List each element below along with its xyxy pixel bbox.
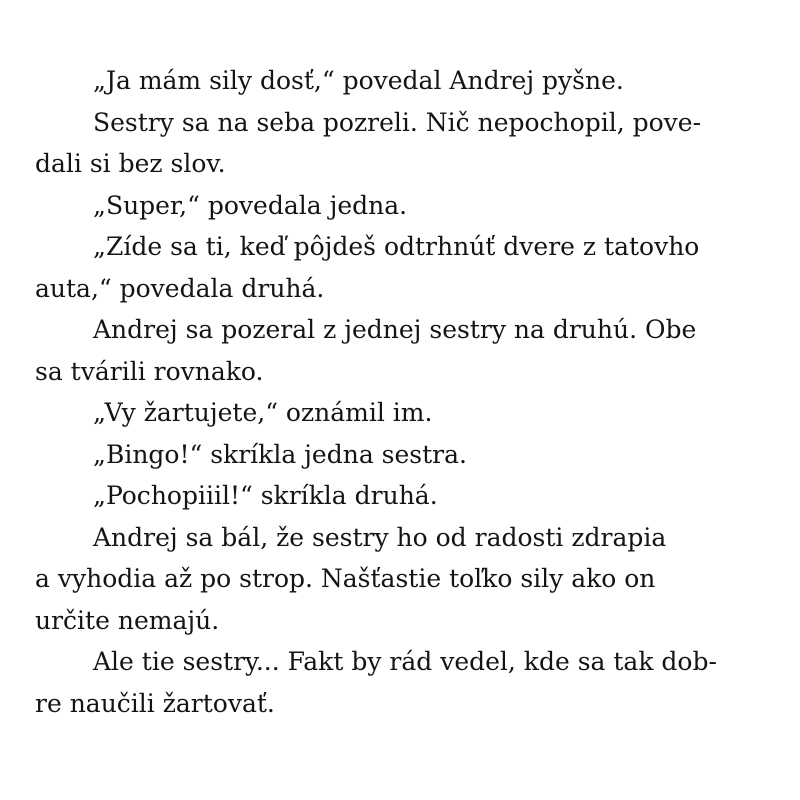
paragraph-5	[35, 309, 744, 392]
paragraph-10	[35, 641, 744, 724]
paragraph-4	[35, 226, 744, 309]
text-line: Andrej sa bál, že sestry ho od radosti zdrapia	[93, 522, 667, 552]
text-line: „Ja mám sily dosť,“ povedal Andrej pyšne.	[93, 66, 624, 95]
text-line: „Pochopiiil!“ skríkla druhá.	[93, 481, 438, 510]
text-line: re naučili žartovať.	[35, 688, 275, 718]
text-line: „Super,“ povedala jedna.	[93, 190, 408, 220]
text-line: sa tvárili rovnako.	[35, 356, 264, 386]
text-line: Andrej sa pozeral z jednej sestry na druhú. Obe	[93, 315, 697, 344]
text-line: „Vy žartujete,“ oznámil im.	[93, 398, 433, 427]
text-line: Sestry sa na seba pozreli. Nič nepochopil, pove-	[93, 107, 702, 137]
text-line: dali si bez slov.	[35, 149, 226, 178]
paragraph-2	[35, 102, 744, 185]
paragraph-7	[64, 434, 744, 476]
paragraph-3	[64, 185, 744, 227]
paragraph-6	[64, 392, 744, 434]
text-line: Ale tie sestry... Fakt by rád vedel, kde sa tak dob-	[93, 647, 717, 676]
paragraph-1	[64, 60, 744, 102]
paragraph-8	[64, 475, 744, 517]
book-page	[35, 60, 744, 724]
text-line: určite nemajú.	[35, 605, 220, 635]
text-line: a vyhodia až po strop. Našťastie toľko sily ako on	[35, 564, 656, 593]
text-line: auta,“ povedala druhá.	[35, 273, 325, 303]
text-line: „Bingo!“ skríkla jedna sestra.	[93, 439, 467, 469]
text-line: „Zíde sa ti, keď pôjdeš odtrhnúť dvere z tatovho	[93, 232, 700, 261]
paragraph-9	[35, 517, 744, 642]
